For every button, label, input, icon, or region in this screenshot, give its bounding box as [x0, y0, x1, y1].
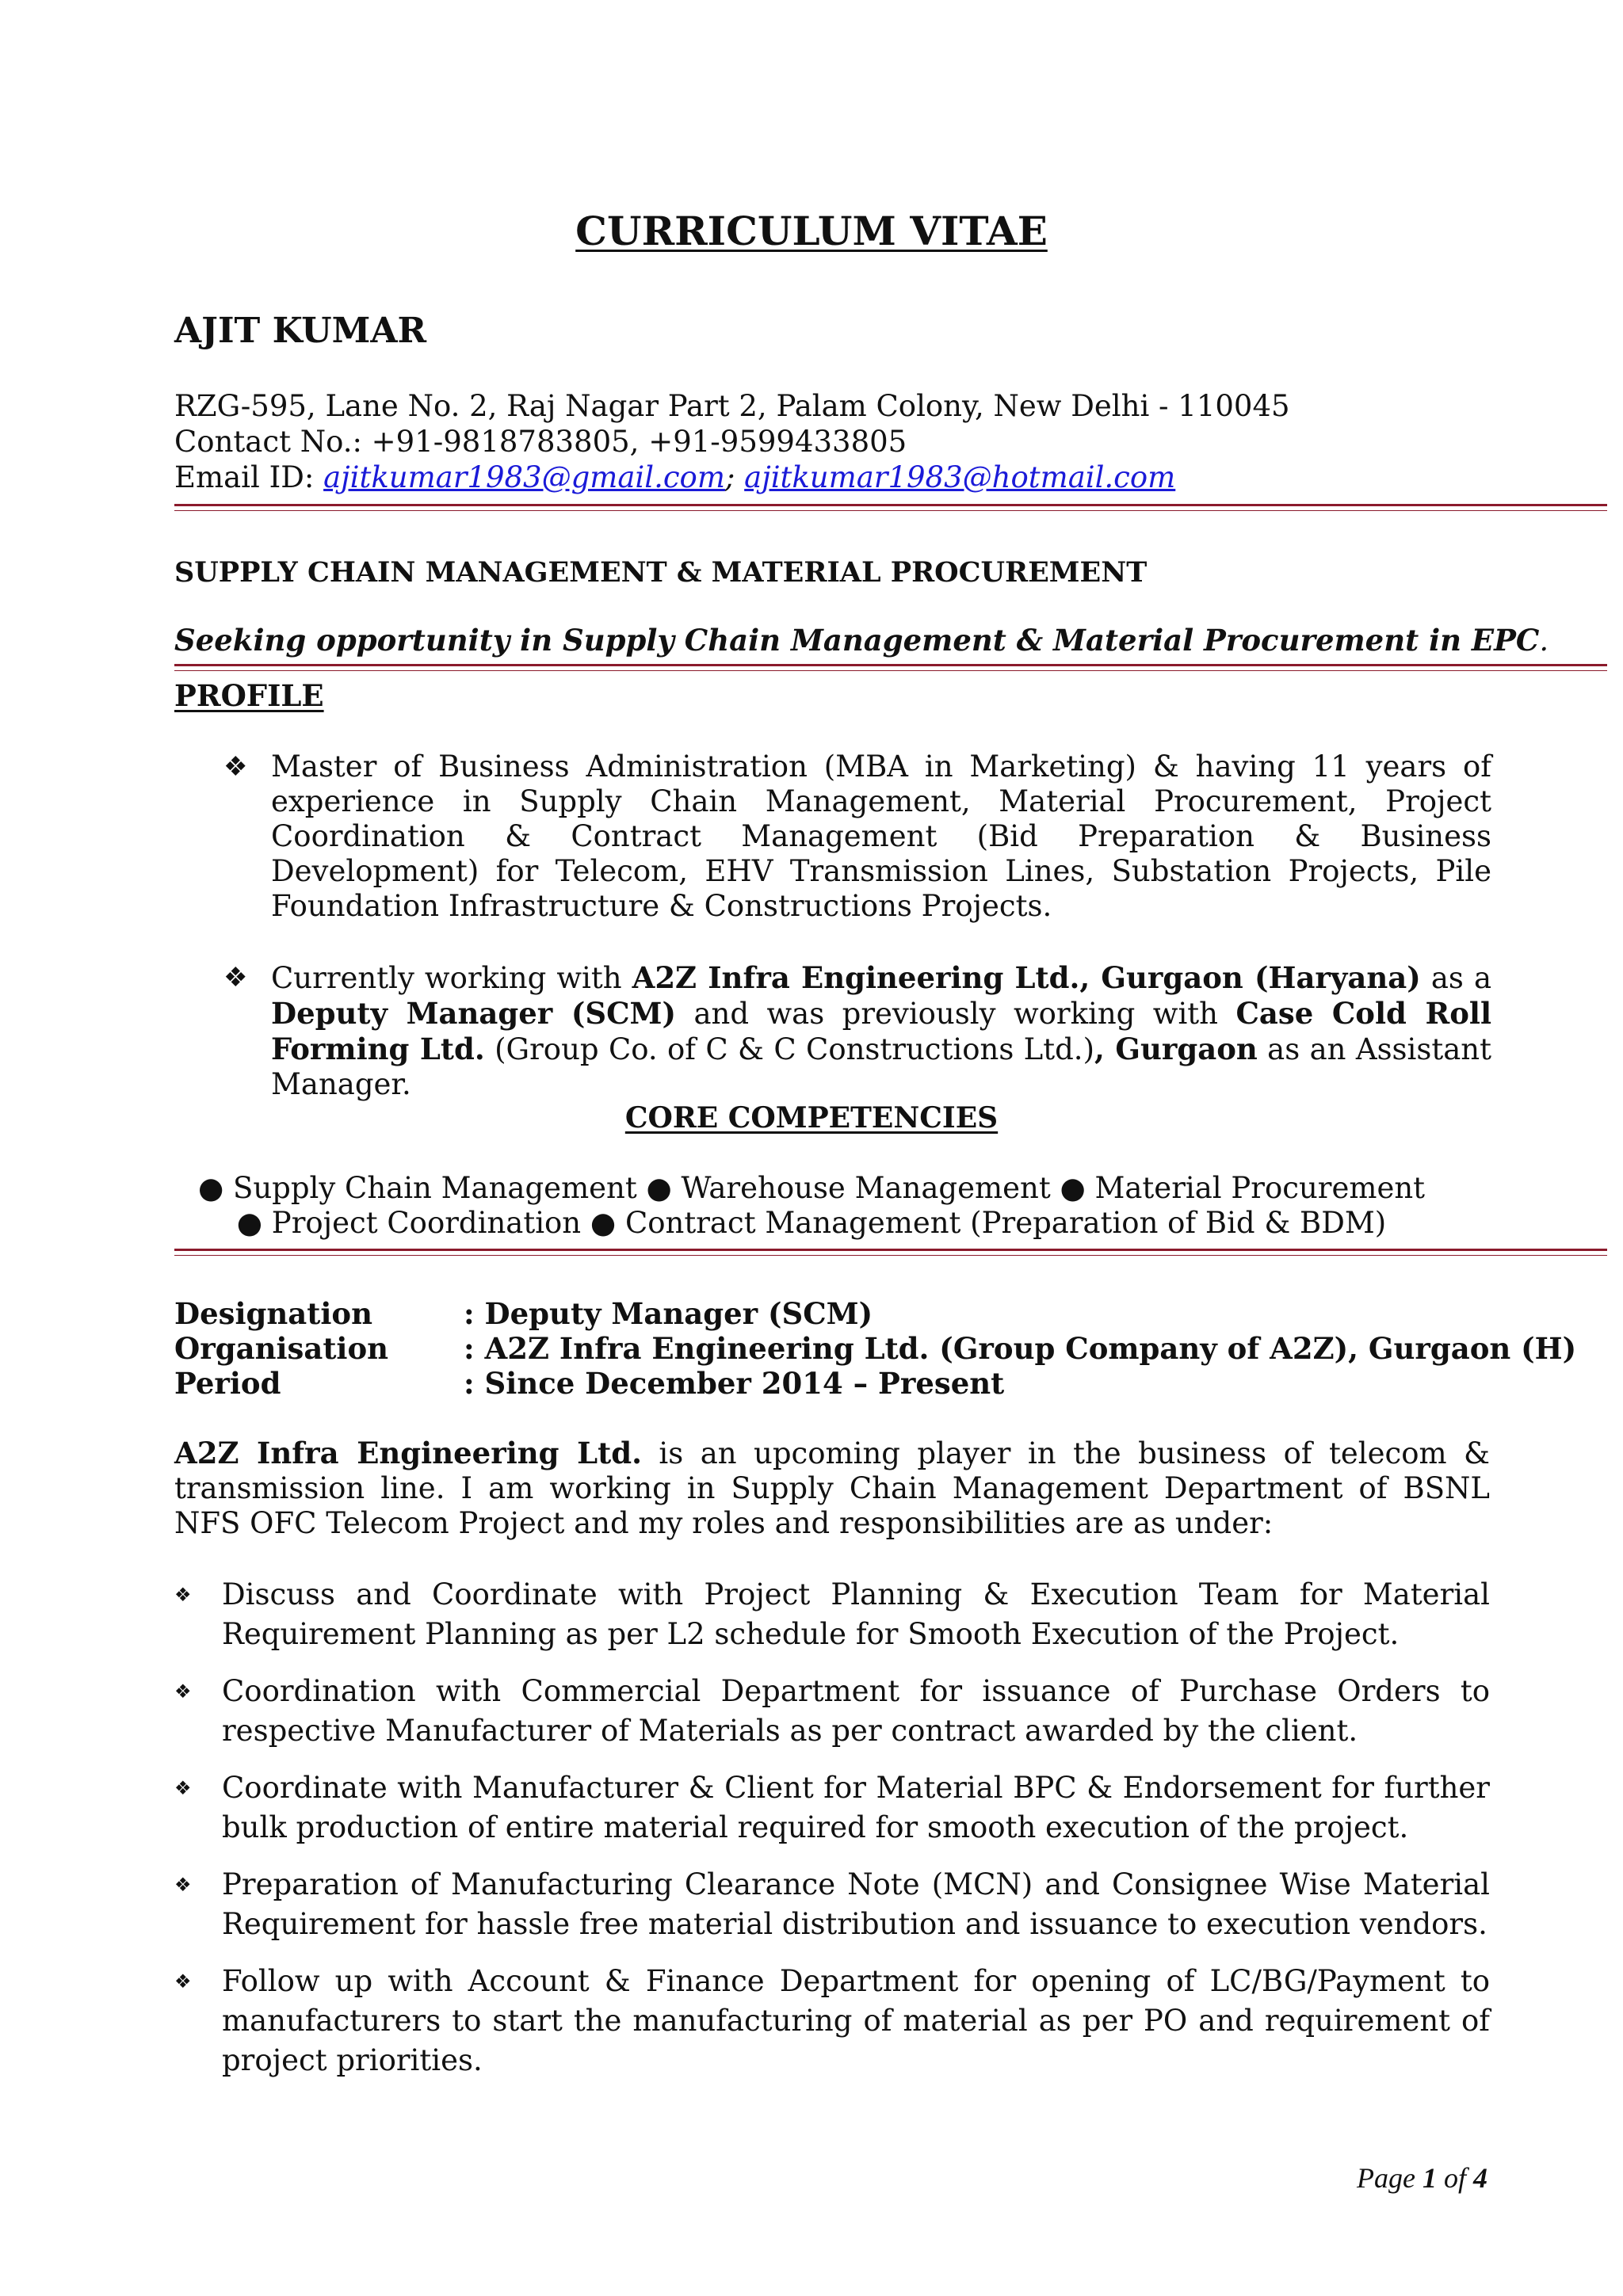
responsibility-text: Discuss and Coordinate with Project Planning & Execution Team for Material Requirement Planning as per L2 schedule for Smooth Execution of the Project.: [222, 1577, 1490, 1651]
text-run: as a: [1420, 961, 1492, 995]
employer-previous-location: , Gurgaon: [1094, 1032, 1258, 1066]
divider-rule: [174, 664, 1607, 671]
candidate-name: AJIT KUMAR: [174, 311, 427, 351]
page-word: Page: [1357, 2162, 1423, 2194]
text-run: Currently working with: [271, 961, 632, 995]
document-title: CURRICULUM VITAE: [575, 208, 1048, 254]
job-details: [174, 1296, 1576, 1401]
career-headline: SUPPLY CHAIN MANAGEMENT & MATERIAL PROCUREMENT: [174, 556, 1148, 589]
responsibility-item: [174, 1865, 1490, 1944]
period-label: Period: [174, 1366, 281, 1401]
diamond-bullet-icon: ❖: [174, 1874, 192, 1896]
employer-previous: Case Cold Roll Forming Ltd.: [271, 996, 1492, 1066]
phone-numbers: Contact No.: +91-9818783805, +91-9599433805: [174, 425, 907, 459]
profile-item-text: Master of Business Administration (MBA in Marketing) & having 11 years of experience in Supply Chain Management, Material Procurement, Project Coordination & Contract Management (Bid Preparation & Business Development) for Telecom, EHV Transmission Lines, Substation Projects, Pile Foundation Infrastructure & Constructions Projects.: [271, 749, 1491, 923]
period-row: [174, 1366, 1576, 1401]
responsibility-text: Preparation of Manufacturing Clearance Note (MCN) and Consignee Wise Material Requirement for hassle free material distribution and issuance to execution vendors.: [222, 1867, 1490, 1941]
address: RZG-595, Lane No. 2, Raj Nagar Part 2, Palam Colony, New Delhi - 110045: [174, 389, 1290, 423]
organisation-row: [174, 1331, 1576, 1366]
core-competencies-heading: CORE COMPETENCIES: [624, 1101, 999, 1135]
email-separator: ;: [724, 460, 745, 494]
divider-rule: [174, 504, 1607, 511]
email-label: Email ID:: [174, 460, 324, 494]
diamond-bullet-icon: ❖: [174, 1970, 192, 1993]
email-link-gmail[interactable]: ajitkumar1983@gmail.com: [323, 460, 725, 494]
objective-text: Seeking opportunity in Supply Chain Management & Material Procurement in EPC: [174, 623, 1540, 658]
responsibility-item: [174, 1768, 1490, 1848]
responsibility-text: Coordinate with Manufacturer & Client for Material BPC & Endorsement for further bulk production of entire material required for smooth execution of the project.: [222, 1771, 1490, 1844]
text-run: and was previously working with: [676, 997, 1236, 1031]
diamond-bullet-icon: ❖: [174, 1680, 192, 1703]
designation-row: [174, 1296, 1576, 1331]
text-run: as an Assistant Manager.: [271, 1032, 1491, 1101]
contact-block: [174, 388, 1290, 495]
competencies-line: ● Project Coordination ● Contract Management (Preparation of Bid & BDM): [236, 1206, 1387, 1240]
diamond-bullet-icon: ❖: [174, 1584, 192, 1606]
responsibility-item: [174, 1962, 1490, 2081]
diamond-bullet-icon: ❖: [223, 962, 248, 994]
divider-rule: [174, 1249, 1607, 1256]
email-link-hotmail[interactable]: ajitkumar1983@hotmail.com: [744, 460, 1176, 494]
of-word: of: [1436, 2162, 1473, 2194]
profile-item: [223, 960, 1491, 1102]
responsibility-text: Coordination with Commercial Department for issuance of Purchase Orders to respective Manufacturer of Materials as per contract awarded by the client.: [222, 1674, 1490, 1748]
profile-item: [223, 749, 1491, 924]
period-value: : Since December 2014 – Present: [464, 1366, 1005, 1401]
employer-current: A2Z Infra Engineering Ltd., Gurgaon (Haryana): [632, 960, 1421, 995]
current-role: Deputy Manager (SCM): [271, 996, 676, 1031]
company-name: A2Z Infra Engineering Ltd.: [174, 1436, 642, 1470]
company-intro: [174, 1436, 1490, 1541]
designation-value: : Deputy Manager (SCM): [464, 1296, 873, 1331]
email-line: [174, 460, 1290, 495]
company-intro-text: is an upcoming player in the business of telecom & transmission line. I am working in Supply Chain Management Department of BSNL NFS OFC Telecom Project and my roles and responsibilities are as under:: [174, 1436, 1490, 1540]
designation-label: Designation: [174, 1296, 372, 1331]
responsibility-text: Follow up with Account & Finance Department for opening of LC/BG/Payment to manufacturers to start the manufacturing of material as per PO and requirement of project priorities.: [222, 1964, 1490, 2077]
total-pages: 4: [1472, 2162, 1487, 2194]
profile-item-text: [271, 960, 1491, 1102]
objective-period: .: [1539, 624, 1549, 658]
profile-heading: PROFILE: [174, 678, 324, 713]
organisation-label: Organisation: [174, 1331, 389, 1366]
current-page: 1: [1422, 2162, 1437, 2194]
competencies-line: ● Supply Chain Management ● Warehouse Management ● Material Procurement: [197, 1171, 1426, 1205]
objective-statement: [174, 623, 1549, 658]
organisation-value: : A2Z Infra Engineering Ltd. (Group Company of A2Z), Gurgaon (H): [464, 1331, 1577, 1366]
responsibility-item: [174, 1672, 1490, 1751]
responsibility-item: [174, 1575, 1490, 1654]
page-number: [1357, 2161, 1487, 2195]
diamond-bullet-icon: ❖: [174, 1777, 192, 1799]
diamond-bullet-icon: ❖: [223, 751, 248, 783]
text-run: (Group Co. of C & C Constructions Ltd.): [484, 1032, 1095, 1066]
